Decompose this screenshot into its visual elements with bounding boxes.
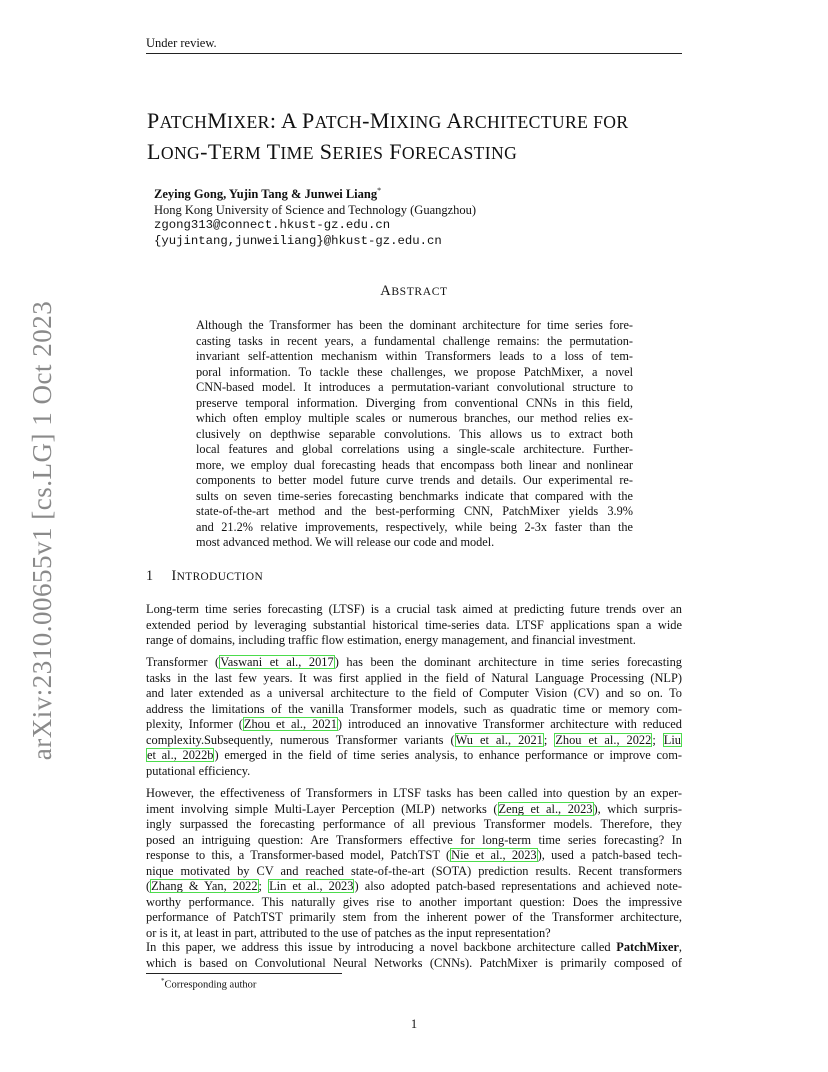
abstract-line: state-of-the-art method and the best-performing CNN, PatchMixer yields 3.9% xyxy=(196,504,633,518)
author-email-2[interactable]: {yujintang,junweiliang}@hkust-gz.edu.cn xyxy=(154,233,442,248)
paper-title xyxy=(147,106,707,168)
body-line: nique motivated by CV and reached state-of-the-art (SOTA) prediction results. Recent transformers xyxy=(146,863,682,878)
abstract-line: components to better model future curve trends and details. Our experimental re- xyxy=(196,473,633,487)
body-line: range of domains, including traffic flow estimation, energy management, and financial investment. xyxy=(146,633,636,647)
body-line: iment involving simple Multi-Layer Perception (MLP) networks (Zeng et al., 2023), which surpris- xyxy=(146,801,682,816)
author-names: Zeying Gong, Yujin Tang & Junwei Liang* xyxy=(154,186,382,202)
paragraph-2 xyxy=(146,655,682,779)
abstract-heading: ABSTRACT xyxy=(380,283,448,299)
footnote: *Corresponding author xyxy=(161,977,257,991)
arxiv-identifier: arXiv:2310.00655v1 [cs.LG] 1 Oct 2023 xyxy=(27,300,57,760)
body-line: which is based on Convolutional Neural Networks (CNNs). PatchMixer is primarily composed of xyxy=(146,955,682,970)
citation-link[interactable]: Zeng et al., 2023 xyxy=(498,801,593,816)
abstract-line: sults on seven time-series forecasting benchmarks indicate that compared with the xyxy=(196,488,633,503)
citation-link[interactable]: Vaswani et al., 2017 xyxy=(220,655,334,669)
body-line: posed an intriguing question: Are Transformers effective for long-term time series forecasting? In xyxy=(146,832,682,847)
body-line: Transformer (Vaswani et al., 2017) has been the dominant architecture in time series forecasting xyxy=(146,655,682,669)
abstract-line: CNN-based model. It introduces a permutation-variant convolutional structure to xyxy=(196,380,633,394)
running-header: Under review. xyxy=(146,36,217,50)
section-heading-introduction xyxy=(146,568,263,585)
footnote-rule xyxy=(146,973,342,974)
abstract-line: clusively on depthwise separable convolutions. This allows us to extract both xyxy=(196,426,633,441)
body-line: complexity.Subsequently, numerous Transformer variants (Wu et al., 2021; Zhou et al., 2022; Liu xyxy=(146,732,681,747)
abstract-line: Although the Transformer has been the dominant architecture for time series fore- xyxy=(196,318,633,332)
body-line: tasks in the last few years. It was first applied in the field of Natural Language Processing (NLP) xyxy=(146,670,682,685)
abstract-line: invariant self-attention mechanism within Transformers leads to a loss of tem- xyxy=(196,349,633,363)
body-line: response to this, a Transformer-based model, PatchTST (Nie et al., 2023), used a patch-based tech- xyxy=(146,848,682,862)
author-block xyxy=(154,183,476,249)
page-number: 1 xyxy=(410,1017,418,1031)
title-line-2: LONG-TERM TIME SERIES FORECASTING xyxy=(147,139,518,164)
citation-link[interactable]: Zhang & Yan, 2022 xyxy=(151,879,258,893)
body-line: (Zhang & Yan, 2022; Lin et al., 2023) also adopted patch-based representations and achieved note- xyxy=(146,879,682,893)
abstract-line: and 21.2% relative improvements, respectively, while being 2-3x faster than the xyxy=(196,519,633,534)
abstract-line: more, we employ dual forecasting heads that encompass both linear and nonlinear xyxy=(196,457,633,472)
section-number: 1 xyxy=(146,568,154,584)
body-line: ingly surpassed the forecasting performance of all previous Transformer models. Therefore, they xyxy=(146,817,682,831)
body-line: or is it, at least in part, attributed to the use of patches as the input representation? xyxy=(146,925,551,940)
body-line: et al., 2022b) emerged in the field of time series analysis, to enhance performance or improve com- xyxy=(147,748,682,762)
abstract-line: preserve temporal information. Diverging from conventional CNNs in this field, xyxy=(196,395,633,410)
citation-link[interactable]: Nie et al., 2023 xyxy=(451,848,537,862)
paragraph-1 xyxy=(146,602,682,649)
body-line: address the limitations of the vanilla Transformer models, such as quadratic time or memory com- xyxy=(146,701,682,716)
citation-link[interactable]: Zhou et al., 2021 xyxy=(243,717,337,731)
section-title: INTRODUCTION xyxy=(171,568,264,584)
header-rule xyxy=(146,53,682,54)
body-line: worthy performance. This naturally gives rise to another important question: Does the impressive xyxy=(146,894,682,909)
abstract-line: most advanced method. We will release our code and model. xyxy=(196,535,495,549)
citation-link[interactable]: Zhou et al., 2022 xyxy=(555,732,652,747)
citation-link[interactable]: Lin et al., 2023 xyxy=(269,879,354,893)
body-line: Long-term time series forecasting (LTSF) is a crucial task aimed at predicting future trends over an xyxy=(146,602,682,616)
body-line: performance of PatchTST primarily stem from the inherent power of the Transformer architecture, xyxy=(146,910,682,924)
citation-link[interactable]: Liu xyxy=(663,732,681,747)
arxiv-sidebar xyxy=(15,300,70,760)
abstract-line: poral information. To tackle these challenges, we propose PatchMixer, a novel xyxy=(196,364,633,379)
title-line-1: PATCHMIXER: A PATCH-MIXING ARCHITECTURE FOR xyxy=(147,108,629,133)
body-line: extended period by leveraging substantial historical time-series data. LTSF applications span a wide xyxy=(146,617,682,632)
body-line: and later extended as a universal architecture to the field of Computer Vision (CV) and so on. To xyxy=(146,686,682,700)
paragraph-3 xyxy=(146,786,682,941)
abstract-line: casting tasks in recent years, a fundamental challenge remains: the permutation- xyxy=(196,333,633,348)
body-line: In this paper, we address this issue by introducing a novel backbone architecture called PatchMixer, xyxy=(146,940,682,954)
citation-link[interactable]: Wu et al., 2021 xyxy=(455,732,543,747)
body-line: plexity, Informer (Zhou et al., 2021) introduced an innovative Transformer architecture with reduced xyxy=(146,717,683,731)
author-email-1[interactable]: zgong313@connect.hkust-gz.edu.cn xyxy=(154,218,391,233)
abstract-line: which often employ multiple scales or numerous branches, our method relies ex- xyxy=(196,411,633,425)
abstract-line: local features and global correlations using a single-scale architecture. Further- xyxy=(196,442,633,456)
body-line: However, the effectiveness of Transformers in LTSF tasks has been called into question by an exper- xyxy=(146,786,682,800)
paragraph-4 xyxy=(146,940,682,971)
body-line: putational efficiency. xyxy=(146,763,251,778)
citation-link[interactable]: et al., 2022b xyxy=(147,748,214,762)
abstract-body xyxy=(196,318,633,551)
author-affiliation: Hong Kong University of Science and Technology (Guangzhou) xyxy=(154,202,477,217)
